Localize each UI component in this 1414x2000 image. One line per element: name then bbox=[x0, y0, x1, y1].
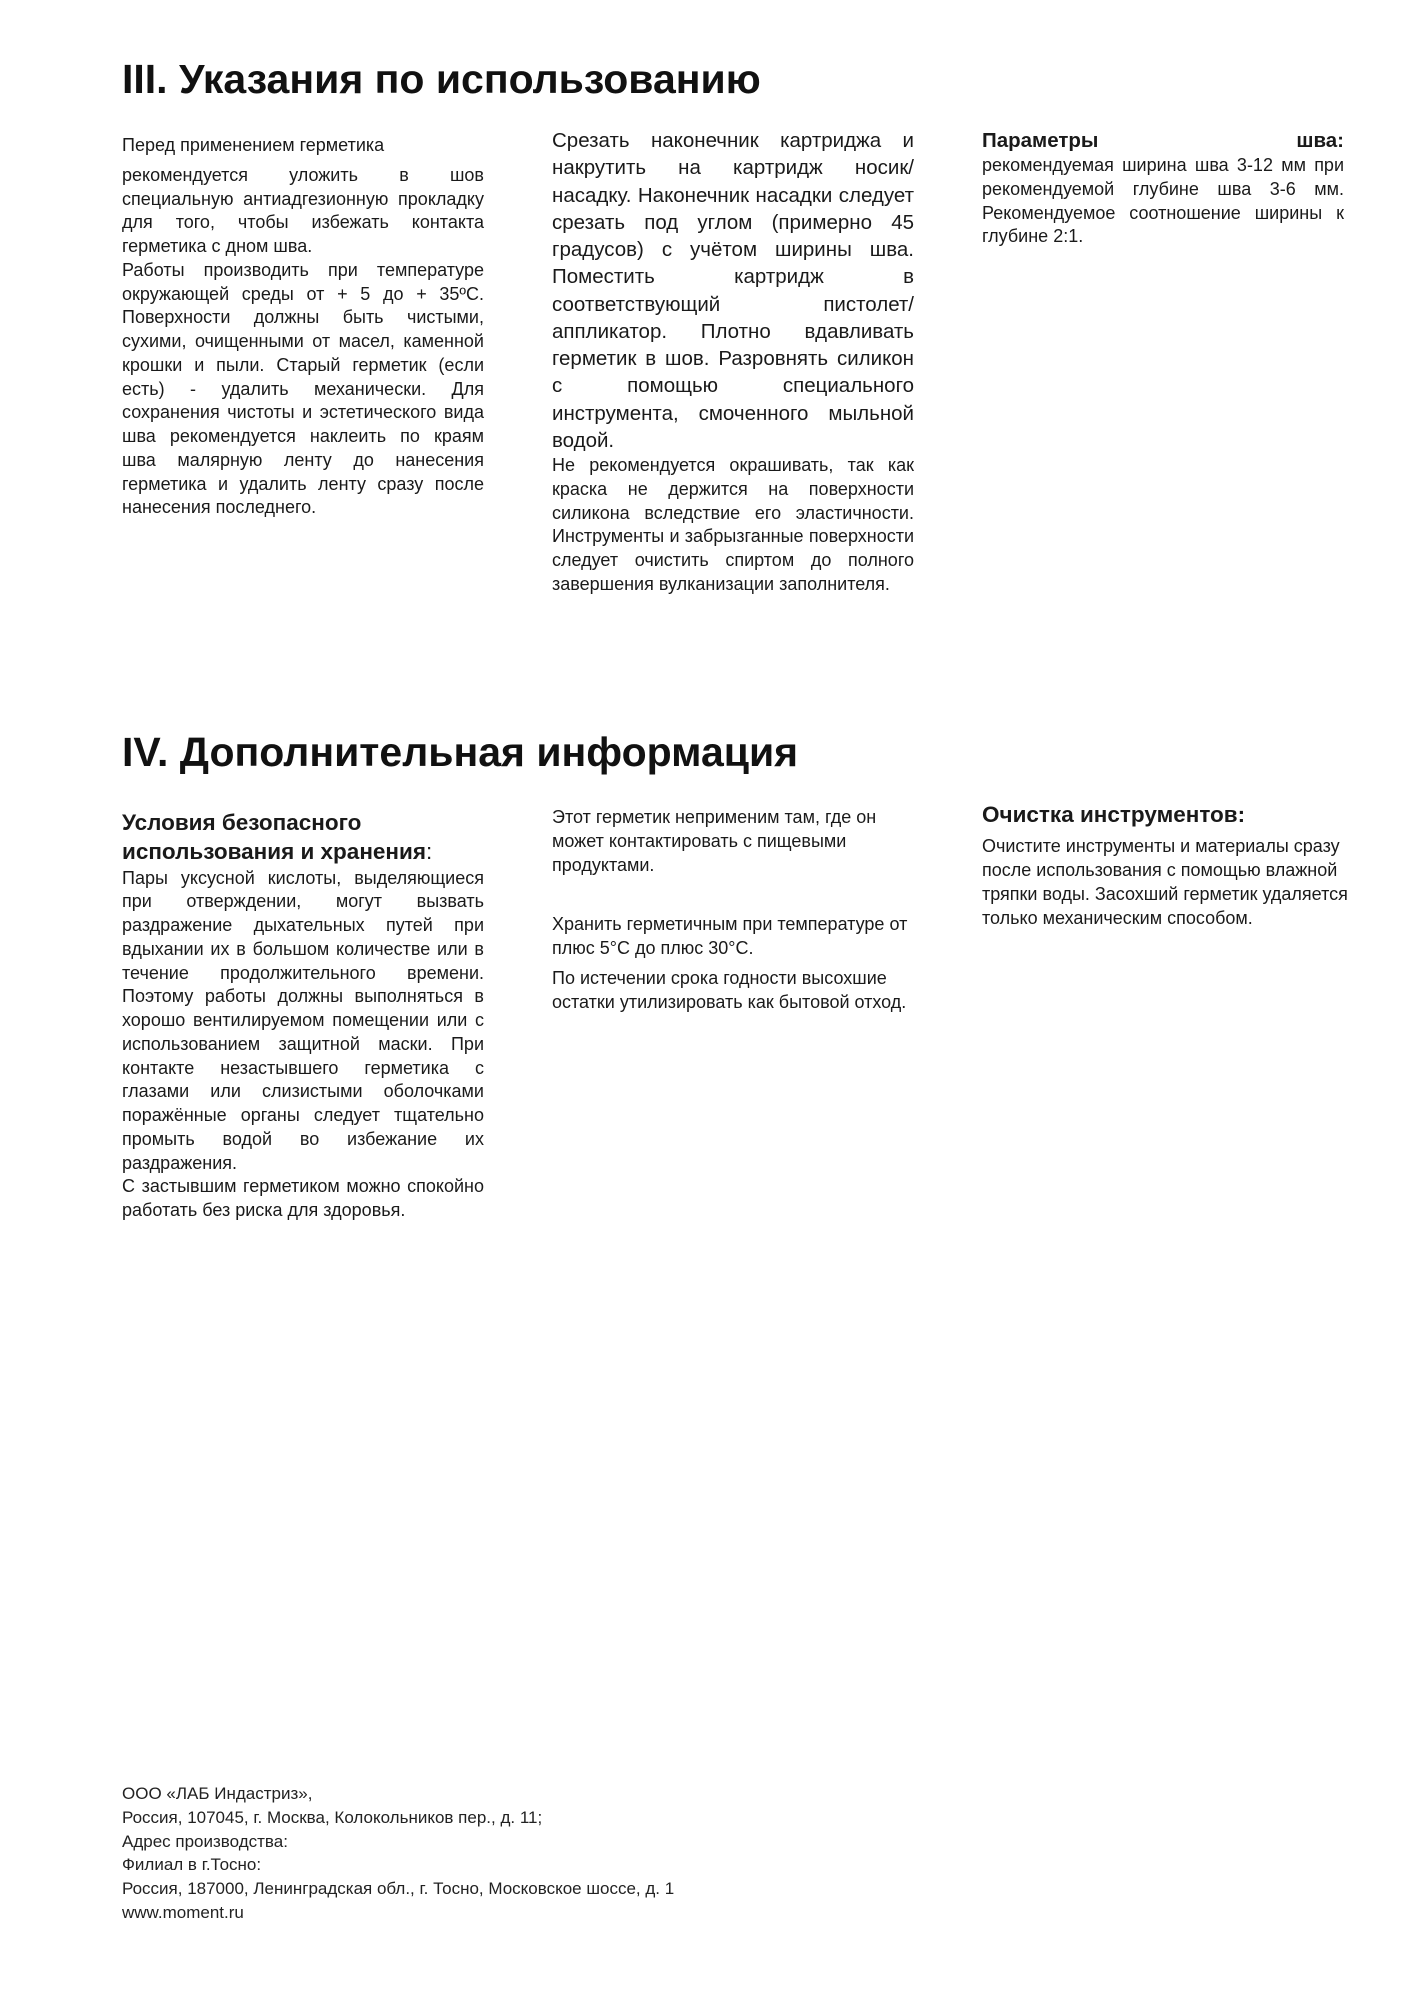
footer-branch: Филиал в г.Тосно: bbox=[122, 1855, 262, 1875]
safety-heading: Условия безопасного использования и хранения: bbox=[122, 810, 433, 865]
section-3-title: III. Указания по использованию bbox=[122, 56, 761, 102]
usage-paragraph-1: рекомендуется уложить в шов специальную антиадгезионную прокладку для того, чтобы избежать контакта герметика с дном шва. bbox=[122, 164, 484, 256]
safety-column bbox=[122, 808, 484, 1223]
usage-paragraph-2: Работы производить при температуре окружающей среды от + 5 до + 35ºC. Поверхности должны быть чистыми, сухими, очищенными от масел, каменной крошки и пыли. Старый герметик (если есть) - удалить механически. Для сохранения чистоты и эстетического вида шва рекомендуется наклеить по краям шва малярную ленту до нанесения герметика и удалить ленту сразу после нанесения последнего. bbox=[122, 259, 484, 518]
disposal-note: По истечении срока годности высохшие остатки утилизировать как бытовой отход. bbox=[552, 967, 907, 1012]
storage-column bbox=[552, 806, 914, 1014]
usage-column-2 bbox=[552, 127, 914, 597]
footer-website: www.moment.ru bbox=[122, 1902, 244, 1922]
section-4-title: IV. Дополнительная информация bbox=[122, 729, 799, 775]
safety-paragraph-1: Пары уксусной кислоты, выделяющиеся при отверждении, могут вызвать раздражение дыхательных путей при вдыхании их в большом количестве или в течение продолжительного времени. Поэтому работы должны выполняться в хорошо вентилируемом помещении или с использованием защитной маски. При контакте незастывшего герметика с глазами или слизистыми оболочками поражённые органы следует тщательно промыть водой во избежание их раздражения. bbox=[122, 867, 484, 1173]
safety-paragraph-2: С застывшим герметиком можно спокойно работать без риска для здоровья. bbox=[122, 1176, 484, 1220]
cleaning-heading: Очистка инструментов: bbox=[982, 802, 1246, 827]
footer-branch-address: Россия, 187000, Ленинградская обл., г. Тосно, Московское шоссе, д. 1 bbox=[122, 1879, 675, 1899]
footer-address: Россия, 107045, г. Москва, Колокольников пер., д. 11; bbox=[122, 1807, 543, 1827]
cleaning-column bbox=[982, 800, 1354, 930]
usage-column-3 bbox=[982, 127, 1344, 249]
footer-production-label: Адрес производства: bbox=[122, 1831, 288, 1851]
seam-parameters-heading: Параметры шва: bbox=[982, 129, 1344, 152]
seam-parameters-text: рекомендуемая ширина шва 3-12 мм при рекомендуемой глубине шва 3-6 мм. Рекомендуемое соотношение ширины к глубине 2:1. bbox=[982, 155, 1344, 247]
storage-temperature-note: Хранить герметичным при температуре от плюс 5°С до плюс 30°С. bbox=[552, 914, 908, 958]
footer-company: ООО «ЛАБ Индастриз», bbox=[122, 1784, 313, 1803]
cleaning-text: Очистите инструменты и материалы сразу после использования с помощью влажной тряпки воды. Засохший герметик удаляется только механическим способом. bbox=[982, 836, 1348, 928]
food-contact-note: Этот герметик неприменим там, где он может контактировать с пищевыми продуктами. bbox=[552, 807, 877, 875]
usage-column-1 bbox=[122, 134, 484, 520]
usage-intro: Перед применением герметика bbox=[122, 135, 385, 155]
company-footer bbox=[122, 1782, 674, 1925]
usage-painting-note: Не рекомендуется окрашивать, так как краска не держится на поверхности силикона вследствие его эластичности. Инструменты и забрызганные поверхности следует очистить спиртом до полного завершения вулканизации заполнителя. bbox=[552, 455, 914, 594]
usage-application-steps: Срезать наконечник картриджа и накрутить на картридж носик/насадку. Наконечник насадки следует срезать под углом (примерно 45 градусов) с учётом ширины шва. Поместить картридж в соответствующий пистолет/аппликатор. Плотно вдавливать герметик в шов. Разровнять силикон с помощью специального инструмента, смоченного мыльной водой. bbox=[552, 129, 914, 452]
